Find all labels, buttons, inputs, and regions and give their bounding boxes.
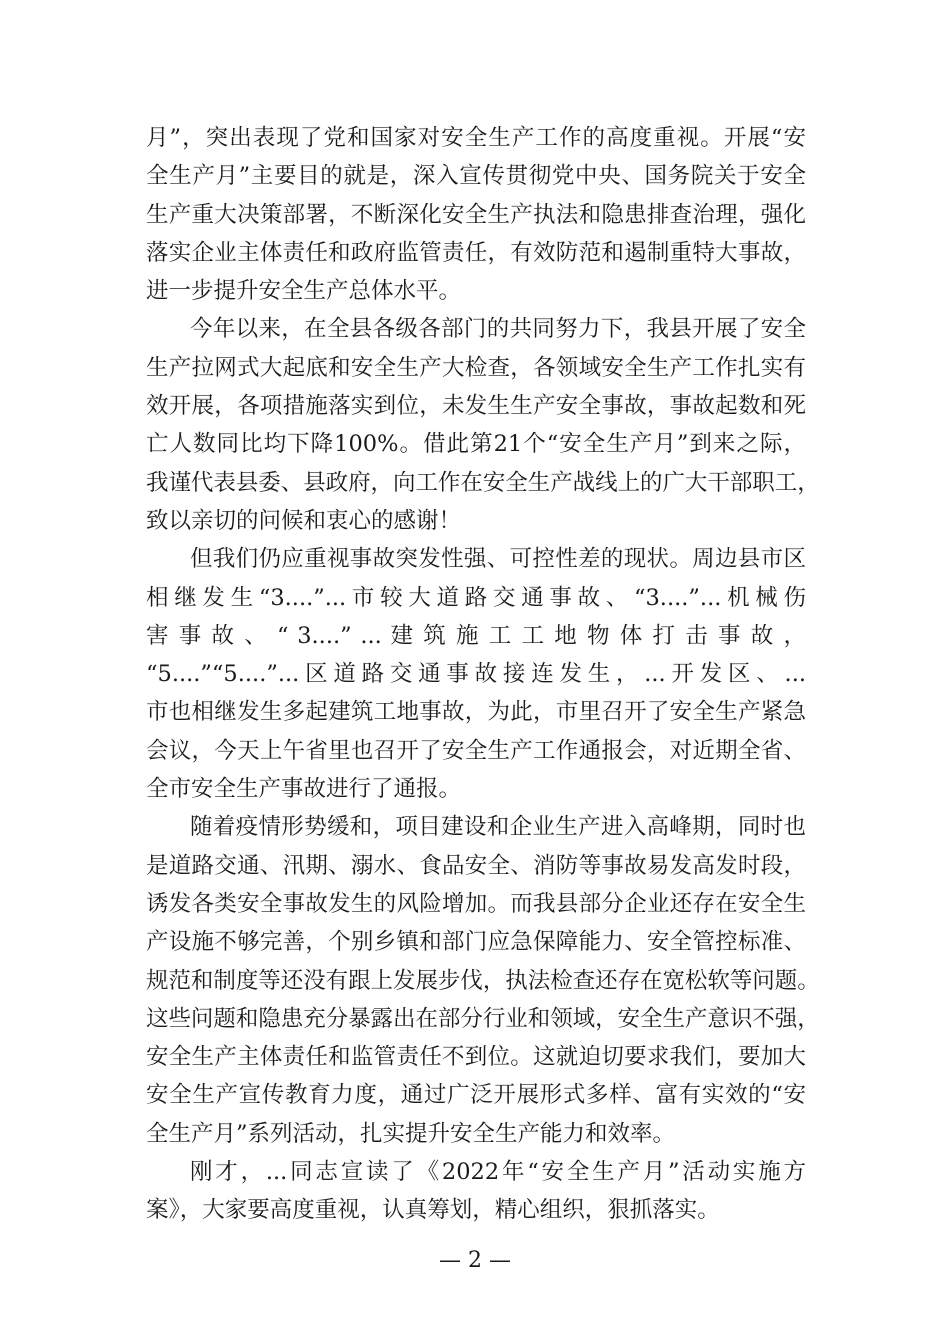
text-line: 效开展，各项措施落实到位，未发生生产安全事故，事故起数和死 — [146, 393, 806, 420]
text-line: 害 事 故 、 “ 3....” ... 建 筑 施 工 工 地 物 体 打 击 事 故 ， — [146, 622, 806, 649]
text-line: 全生产月”系列活动，扎实提升安全生产能力和效率。 — [146, 1120, 676, 1147]
text-line: 产设施不够完善，个别乡镇和部门应急保障能力、安全管控标准、 — [146, 929, 806, 956]
text-line: 规范和制度等还没有跟上发展步伐，执法检查还存在宽松软等问题。 — [146, 967, 820, 994]
text-line: 全生产月”主要目的就是，深入宣传贯彻党中央、国务院关于安全 — [146, 163, 806, 190]
text-line: 案》，大家要高度重视，认真筹划，精心组织，狠抓落实。 — [146, 1197, 720, 1224]
text-line: 安全生产宣传教育力度，通过广泛开展形式多样、富有实效的“安 — [146, 1082, 806, 1109]
text-line: 安全生产主体责任和监管责任不到位。这就迫切要求我们，要加大 — [146, 1044, 806, 1071]
text-line: 市也相继发生多起建筑工地事故，为此，市里召开了安全生产紧急 — [146, 699, 806, 726]
text-line: 致以亲切的问候和衷心的感谢！ — [146, 507, 462, 534]
text-line: 我谨代表县委、县政府，向工作在安全生产战线上的广大干部职工， — [146, 469, 820, 496]
text-line: 全市安全生产事故进行了通报。 — [146, 776, 462, 803]
text-line: 诱发各类安全事故发生的风险增加。而我县部分企业还存在安全生 — [146, 890, 806, 917]
text-line: 刚才，...同志宣读了《2022年“安全生产月”活动实施方 — [190, 1159, 806, 1186]
text-line: 月”，突出表现了党和国家对安全生产工作的高度重视。开展“安 — [146, 125, 806, 151]
text-line: 进一步提升安全生产总体水平。 — [146, 278, 462, 305]
text-line: 但我们仍应重视事故突发性强、可控性差的现状。周边县市区 — [190, 546, 806, 573]
text-line: 亡人数同比均下降100%。借此第21个“安全生产月”到来之际， — [146, 431, 806, 458]
text-line: 随着疫情形势缓和，项目建设和企业生产进入高峰期，同时也 — [190, 814, 806, 841]
text-line: “5....”“5....”...区道路交通事故接连发生，...开发区、... — [146, 661, 806, 688]
document-body — [146, 119, 820, 1230]
text-line: 今年以来，在全县各级各部门的共同努力下，我县开展了安全 — [190, 316, 806, 343]
page-number: — 2 — — [439, 1248, 511, 1273]
text-line: 生产重大决策部署，不断深化安全生产执法和隐患排查治理，强化 — [146, 201, 806, 228]
text-line: 会议，今天上午省里也召开了安全生产工作通报会，对近期全省、 — [146, 737, 806, 764]
text-line: 相继发生“3....”...市较大道路交通事故、“3....”...机械伤 — [146, 584, 806, 611]
text-line: 是道路交通、汛期、溺水、食品安全、消防等事故易发高发时段， — [146, 852, 806, 879]
text-line: 落实企业主体责任和政府监管责任，有效防范和遏制重特大事故， — [146, 239, 806, 266]
text-line: 这些问题和隐患充分暴露出在部分行业和领域，安全生产意识不强， — [146, 1005, 820, 1032]
text-line: 生产拉网式大起底和安全生产大检查，各领域安全生产工作扎实有 — [146, 354, 806, 381]
